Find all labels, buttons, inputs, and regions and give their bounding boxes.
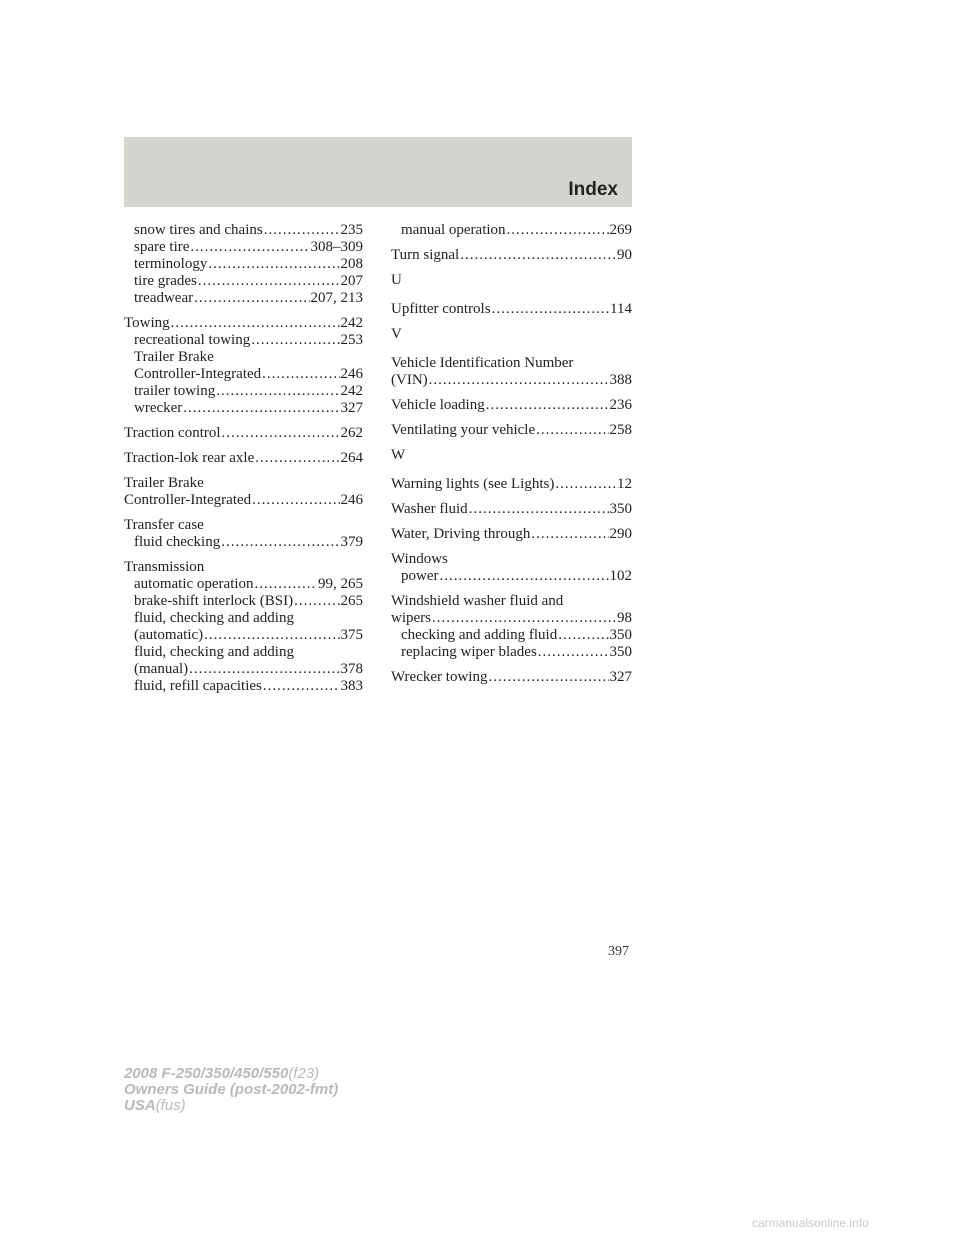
- index-page-ref: 242: [340, 383, 363, 399]
- index-line: [391, 526, 632, 543]
- index-term: Transmission: [124, 559, 205, 575]
- index-entry: [391, 422, 632, 439]
- index-page-ref: 269: [609, 222, 632, 238]
- footer-guide: Owners Guide (post-2002-fmt): [124, 1081, 339, 1098]
- footer-market-code: (fus): [155, 1097, 186, 1114]
- index-entry: [391, 301, 632, 318]
- index-page-ref: 264: [340, 450, 363, 466]
- index-term: Vehicle loading: [391, 397, 485, 413]
- index-line: [124, 256, 363, 273]
- index-page-ref: 327: [609, 669, 632, 685]
- index-term: fluid, checking and adding: [134, 644, 294, 660]
- dot-leader: [190, 239, 309, 256]
- index-line: [391, 568, 632, 585]
- index-entry: [124, 559, 363, 695]
- index-page-ref: 379: [340, 534, 363, 550]
- index-page-ref: 308–309: [310, 239, 363, 255]
- index-term: Windshield washer fluid and: [391, 593, 564, 609]
- index-term: Ventilating your vehicle: [391, 422, 536, 438]
- index-line: [391, 627, 632, 644]
- index-entry: [391, 526, 632, 543]
- index-term: Warning lights (see Lights): [391, 476, 555, 492]
- index-page-ref: 208: [340, 256, 363, 272]
- index-entry: [124, 425, 363, 442]
- index-term: treadwear: [134, 290, 194, 306]
- index-entry: [391, 593, 632, 661]
- index-line: [124, 400, 363, 417]
- index-line: [124, 534, 363, 551]
- index-term: Washer fluid: [391, 501, 468, 517]
- index-page-ref: 258: [609, 422, 632, 438]
- dot-leader: [294, 593, 339, 610]
- dot-leader: [251, 332, 339, 349]
- dot-leader: [222, 425, 340, 442]
- footer-line-model: [124, 1066, 338, 1082]
- dot-leader: [171, 315, 340, 332]
- index-page-ref: 375: [340, 627, 363, 643]
- index-line: [124, 610, 363, 627]
- index-entry: [124, 450, 363, 467]
- index-column-right: [391, 222, 632, 694]
- index-line: [124, 332, 363, 349]
- index-line: [391, 247, 632, 264]
- index-page-ref: 265: [340, 593, 363, 609]
- dot-leader: [183, 400, 339, 417]
- dot-leader: [429, 372, 609, 389]
- index-page-ref: 388: [609, 372, 632, 388]
- index-page-ref: 235: [340, 222, 363, 238]
- index-entry: [391, 551, 632, 585]
- index-line: [391, 644, 632, 661]
- index-page-ref: 350: [609, 644, 632, 660]
- index-term: fluid, refill capacities: [134, 678, 262, 694]
- index-page-ref: 350: [609, 627, 632, 643]
- dot-leader: [531, 526, 608, 543]
- index-line: [124, 273, 363, 290]
- index-term: wrecker: [134, 400, 183, 416]
- index-page-ref: 246: [340, 366, 363, 382]
- dot-leader: [262, 366, 339, 383]
- index-term: Turn signal: [391, 247, 460, 263]
- index-line: [124, 315, 363, 332]
- index-line: [124, 627, 363, 644]
- index-letter-heading: U: [391, 272, 402, 288]
- dot-leader: [432, 610, 616, 627]
- index-term: Trailer Brake: [134, 349, 214, 365]
- index-page-ref: 242: [340, 315, 363, 331]
- index-page-ref: 12: [617, 476, 632, 492]
- index-line: [391, 397, 632, 414]
- index-line: [124, 593, 363, 610]
- index-entry: [391, 247, 632, 264]
- index-line: [124, 475, 363, 492]
- index-page-ref: 378: [340, 661, 363, 677]
- index-line: [124, 661, 363, 678]
- index-term: (VIN): [391, 372, 428, 388]
- index-term: Traction-lok rear axle: [124, 450, 255, 466]
- index-term: recreational towing: [134, 332, 251, 348]
- footer-line-market: [124, 1098, 338, 1114]
- index-line: [124, 222, 363, 239]
- index-entry: [391, 222, 632, 239]
- index-entry: [124, 222, 363, 307]
- index-term: power: [401, 568, 439, 584]
- index-term: (manual): [134, 661, 189, 677]
- dot-leader: [460, 247, 616, 264]
- index-term: Vehicle Identification Number: [391, 355, 574, 371]
- dot-leader: [555, 476, 616, 493]
- index-term: Towing: [124, 315, 170, 331]
- index-term: wipers: [391, 610, 431, 626]
- index-term: Transfer case: [124, 517, 204, 533]
- index-page-ref: 207, 213: [310, 290, 363, 306]
- index-page-ref: 262: [340, 425, 363, 441]
- index-page-ref: 327: [340, 400, 363, 416]
- index-page-ref: 246: [340, 492, 363, 508]
- dot-leader: [440, 568, 609, 585]
- index-term: tire grades: [134, 273, 197, 289]
- dot-leader: [252, 492, 339, 509]
- index-page-ref: 90: [617, 247, 632, 263]
- dot-leader: [469, 501, 609, 518]
- index-line: [124, 383, 363, 400]
- index-page-ref: 290: [609, 526, 632, 542]
- index-page-ref: 207: [340, 273, 363, 289]
- dot-leader: [194, 290, 309, 307]
- index-page-ref: 383: [340, 678, 363, 694]
- index-term: Wrecker towing: [391, 669, 488, 685]
- index-term: Windows: [391, 551, 448, 567]
- index-line: [391, 222, 632, 239]
- index-page-ref: 350: [609, 501, 632, 517]
- index-entry: [391, 355, 632, 389]
- index-term: checking and adding fluid: [401, 627, 558, 643]
- section-title: Index: [568, 179, 618, 200]
- index-term: terminology: [134, 256, 208, 272]
- index-line: [391, 593, 632, 610]
- dot-leader: [221, 534, 339, 551]
- index-line: [124, 576, 363, 593]
- index-line: [391, 551, 632, 568]
- index-term: manual operation: [401, 222, 506, 238]
- dot-leader: [204, 627, 339, 644]
- index-page-ref: 236: [609, 397, 632, 413]
- dot-leader: [198, 273, 340, 290]
- index-column-left: [124, 222, 363, 703]
- index-term: trailer towing: [134, 383, 216, 399]
- index-term: Traction control: [124, 425, 221, 441]
- index-entry: [391, 476, 632, 493]
- index-entry: [124, 517, 363, 551]
- dot-leader: [536, 422, 608, 439]
- dot-leader: [255, 450, 339, 467]
- dot-leader: [216, 383, 339, 400]
- index-term: replacing wiper blades: [401, 644, 537, 660]
- index-line: [124, 644, 363, 661]
- footer-market: USA: [124, 1097, 156, 1114]
- index-entry: [391, 669, 632, 686]
- dot-leader: [264, 222, 340, 239]
- dot-leader: [492, 301, 609, 318]
- index-term: snow tires and chains: [134, 222, 263, 238]
- watermark: carmanualsonline.info: [752, 1216, 869, 1230]
- index-page-ref: 102: [609, 568, 632, 584]
- index-line: [391, 610, 632, 627]
- dot-leader: [255, 576, 317, 593]
- index-line: [124, 239, 363, 256]
- index-line: [391, 355, 632, 372]
- index-line: [391, 669, 632, 686]
- index-term: automatic operation: [134, 576, 254, 592]
- index-term: (automatic): [134, 627, 204, 643]
- index-term: Controller-Integrated: [134, 366, 262, 382]
- footer-model-code: (f23): [288, 1065, 320, 1082]
- index-line: [124, 517, 363, 534]
- index-entry: [124, 315, 363, 417]
- index-line: [391, 501, 632, 518]
- index-line: [124, 366, 363, 383]
- index-term: brake-shift interlock (BSI): [134, 593, 294, 609]
- index-page-ref: 253: [340, 332, 363, 348]
- dot-leader: [507, 222, 609, 239]
- index-line: [124, 425, 363, 442]
- index-line: [391, 372, 632, 389]
- index-term: Controller-Integrated: [124, 492, 252, 508]
- index-term: fluid checking: [134, 534, 221, 550]
- dot-leader: [263, 678, 340, 695]
- section-header-band: [124, 137, 632, 207]
- index-term: Water, Driving through: [391, 526, 531, 542]
- index-page-ref: 114: [610, 301, 632, 317]
- index-line: [124, 290, 363, 307]
- index-page-ref: 99, 265: [318, 576, 363, 592]
- dot-leader: [558, 627, 608, 644]
- index-term: fluid, checking and adding: [134, 610, 294, 626]
- index-page-ref: 98: [617, 610, 632, 626]
- index-line: [391, 476, 632, 493]
- page-number: 397: [608, 944, 629, 959]
- index-line: [124, 450, 363, 467]
- index-line: [391, 422, 632, 439]
- index-term: spare tire: [134, 239, 190, 255]
- dot-leader: [486, 397, 609, 414]
- dot-leader: [208, 256, 339, 273]
- index-letter-heading: V: [391, 326, 402, 342]
- index-line: [124, 678, 363, 695]
- index-line: [124, 559, 363, 576]
- dot-leader: [488, 669, 608, 686]
- index-line: [124, 349, 363, 366]
- index-term: Trailer Brake: [124, 475, 204, 491]
- index-letter-heading: W: [391, 447, 406, 463]
- index-entry: [391, 501, 632, 518]
- index-term: Upfitter controls: [391, 301, 491, 317]
- index-entry: [124, 475, 363, 509]
- footer-line-guide: [124, 1082, 338, 1098]
- document-footer: [124, 1066, 338, 1114]
- footer-model: 2008 F-250/350/450/550: [124, 1065, 289, 1082]
- index-entry: [391, 397, 632, 414]
- dot-leader: [538, 644, 609, 661]
- dot-leader: [189, 661, 339, 678]
- index-line: [391, 301, 632, 318]
- index-line: [124, 492, 363, 509]
